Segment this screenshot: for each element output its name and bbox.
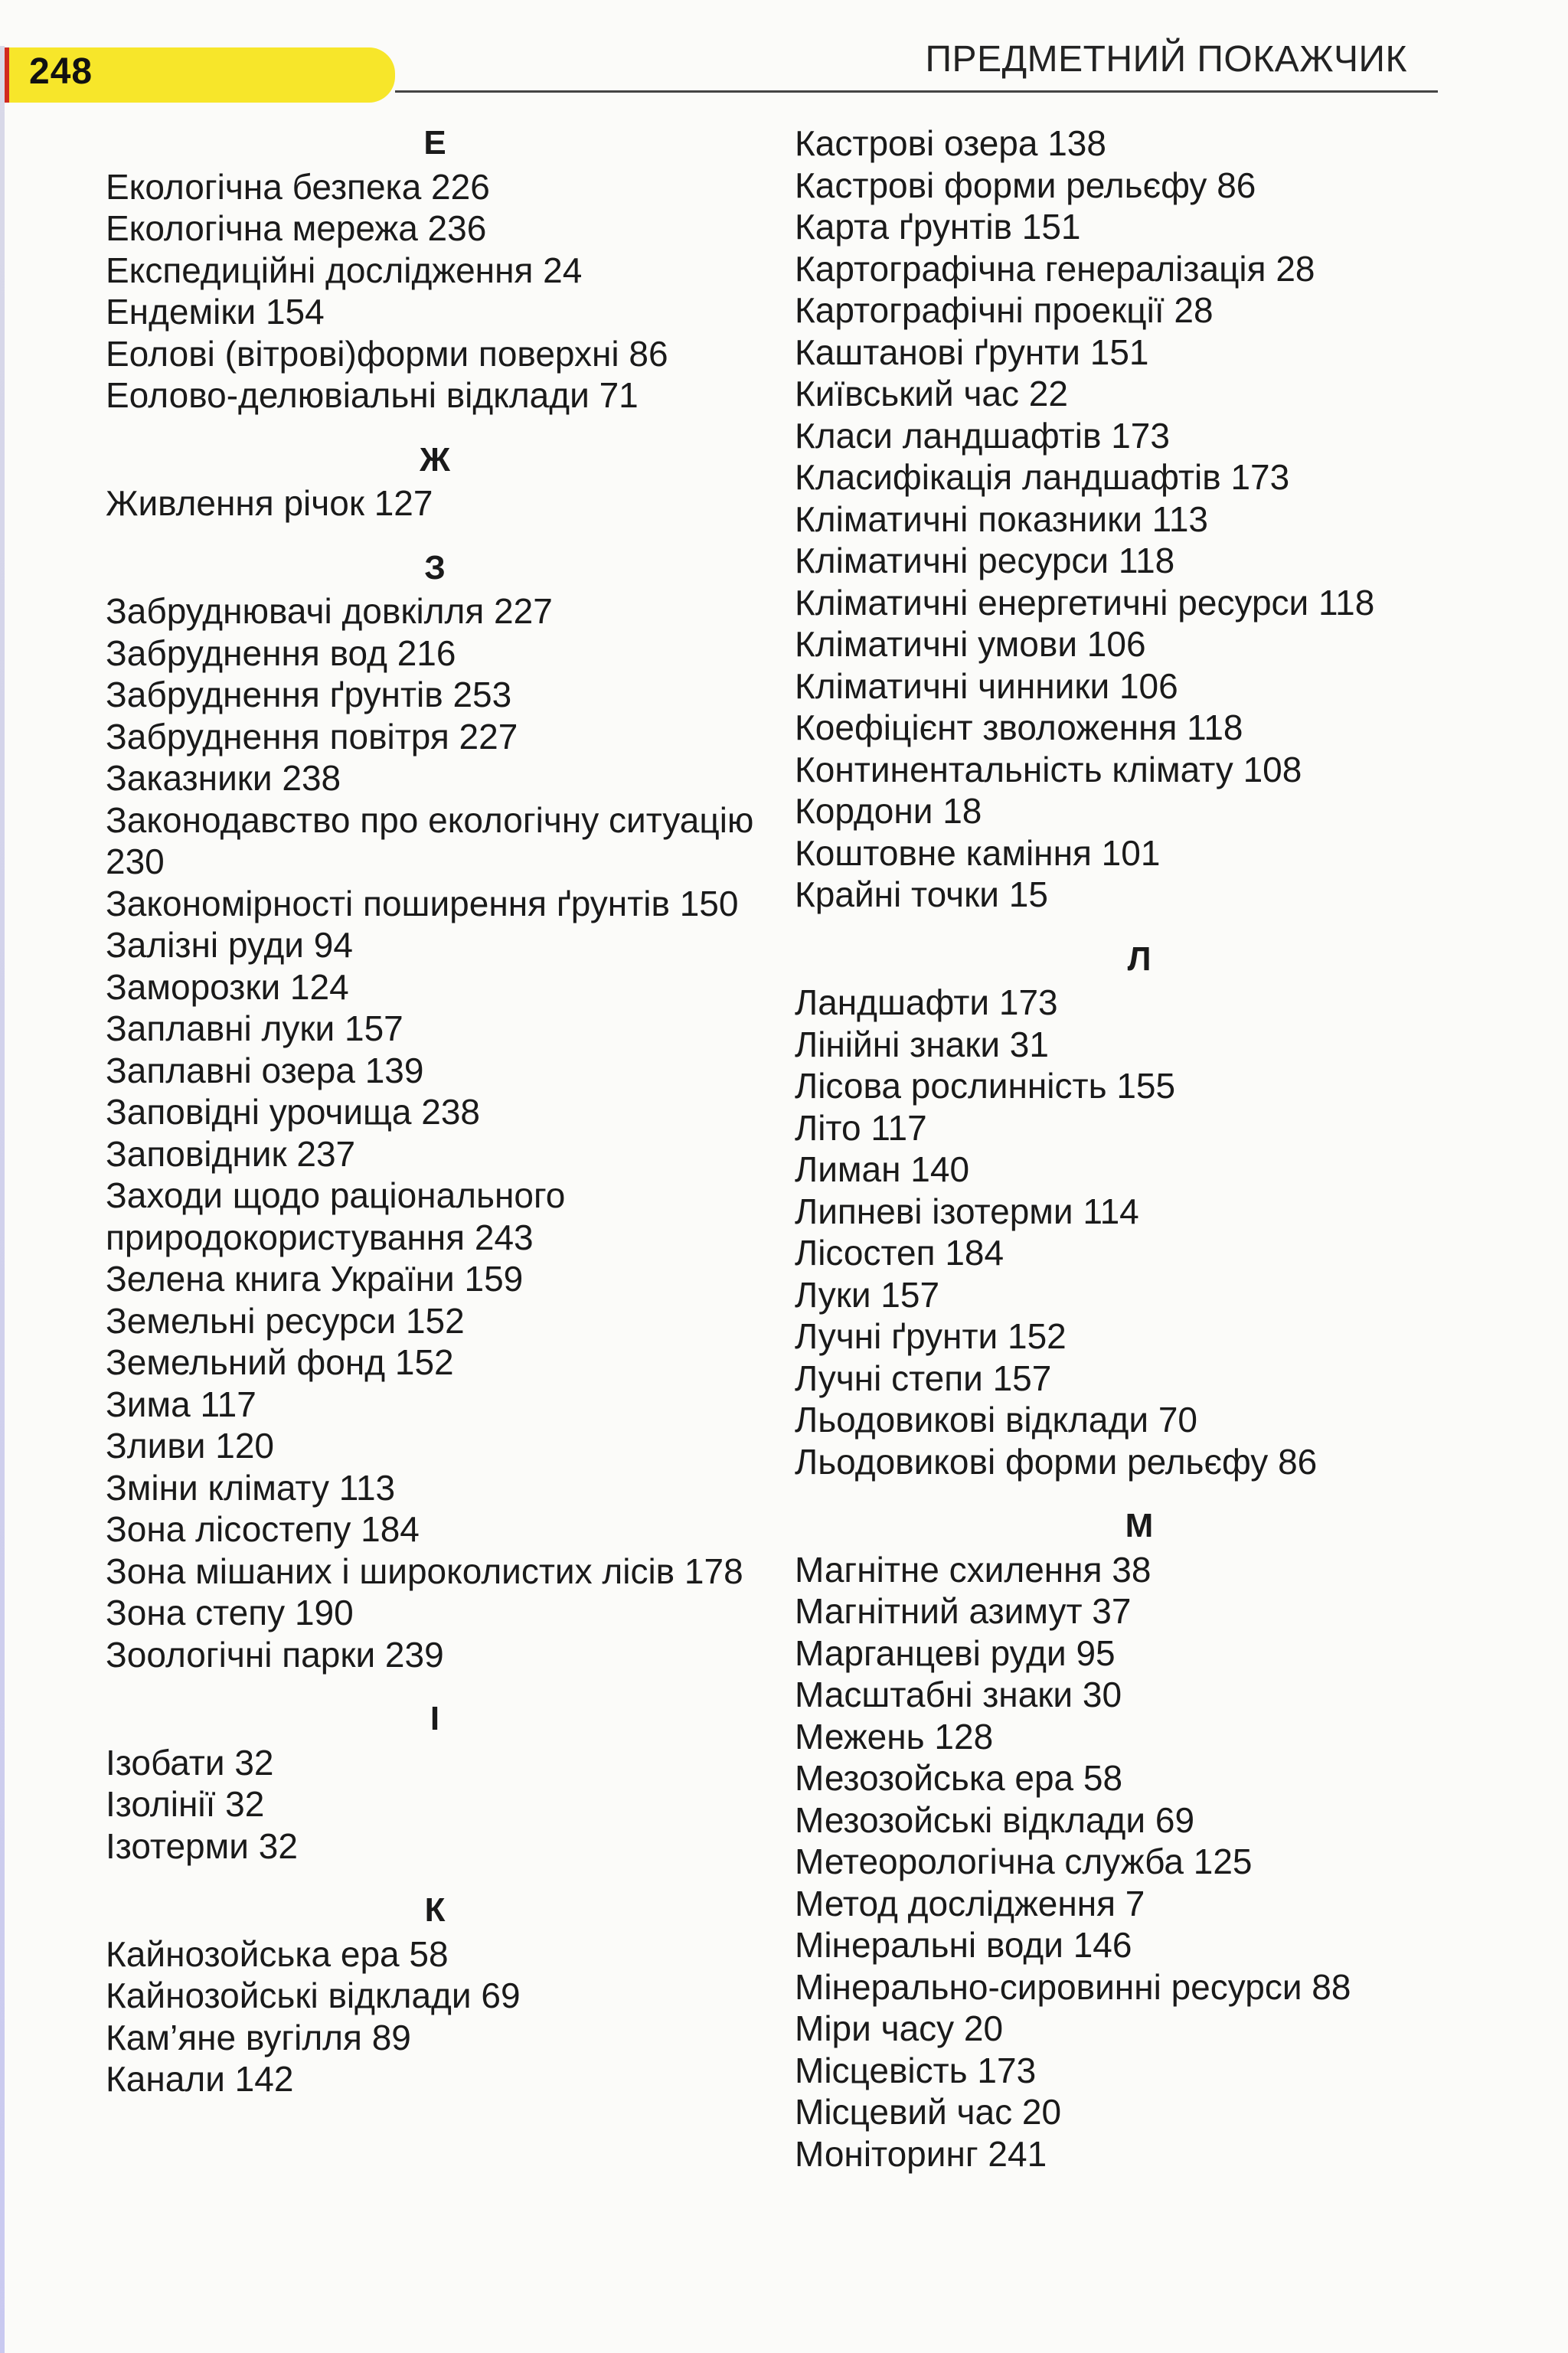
index-entry: Заказники 238	[106, 758, 341, 798]
index-entry: Заморозки 124	[106, 966, 349, 1007]
index-entry: Заходи щодо раціонального природокористування 243	[106, 1175, 566, 1257]
section-letter: Л	[1127, 940, 1152, 978]
index-entry: Коштовне каміння 101	[795, 832, 1161, 873]
index-entry: Ізотерми 32	[106, 1825, 298, 1866]
section-letter: К	[424, 1891, 446, 1929]
index-entry: Міри часу 20	[795, 2008, 1004, 2048]
section-letter: Ж	[420, 440, 450, 479]
index-entry: Магнітний азимут 37	[795, 1591, 1132, 1631]
index-entry: Експедиційні дослідження 24	[106, 250, 583, 290]
index-entry: Закономірності поширення ґрунтів 150	[106, 883, 739, 923]
page-header-title: ПРЕДМЕТНИЙ ПОКАЖЧИК	[925, 39, 1407, 80]
header-divider	[395, 90, 1438, 93]
index-entry: Земельний фонд 152	[106, 1342, 454, 1382]
index-entry: Кліматичні ресурси 118	[795, 541, 1175, 580]
index-entry: Зоологічні парки 239	[106, 1634, 444, 1675]
index-entry: Крайні точки 15	[795, 874, 1048, 914]
index-entry: Марганцеві руди 95	[795, 1632, 1116, 1673]
index-entry: Лісова рослинність 155	[795, 1066, 1176, 1106]
index-entry: Картографічні проекції 28	[795, 290, 1214, 330]
index-entry: Кліматичні умови 106	[795, 624, 1146, 664]
index-entry: Лучні степи 157	[795, 1358, 1052, 1398]
index-entry: Заплавні луки 157	[106, 1008, 403, 1048]
index-entry: Кайнозойські відклади 69	[106, 1976, 521, 2015]
index-entry: Ізолінії 32	[106, 1784, 265, 1824]
index-entry: Ендеміки 154	[106, 292, 325, 332]
index-entry: Земельні ресурси 152	[106, 1300, 465, 1341]
index-entry: Кліматичні чинники 106	[795, 665, 1178, 706]
index-entry: Місцевий час 20	[795, 2092, 1062, 2132]
index-entry: Законодавство про екологічну ситуацію 230	[106, 799, 754, 881]
index-entry: Заплавні озера 139	[106, 1050, 424, 1090]
index-column-right	[795, 123, 1484, 2175]
section-letter: Е	[423, 124, 446, 162]
index-entry: Зелена книга України 159	[106, 1259, 524, 1299]
index-entry: Липневі ізотерми 114	[795, 1191, 1139, 1231]
index-entry: Забруднювачі довкілля 227	[106, 591, 553, 631]
index-entry: Межень 128	[795, 1716, 994, 1757]
index-entry: Луки 157	[795, 1274, 940, 1315]
index-entry: Живлення річок 127	[106, 483, 433, 523]
index-entry: Кордони 18	[795, 791, 982, 831]
page-edge-rule	[0, 46, 5, 2353]
index-entry: Екологічна мережа 236	[106, 208, 487, 248]
index-entry: Масштабні знаки 30	[795, 1675, 1122, 1714]
page-number: 248	[29, 51, 93, 92]
index-entry: Канали 142	[106, 2059, 294, 2099]
index-entry: Зима 117	[106, 1384, 256, 1424]
index-entry: Забруднення вод 216	[106, 632, 456, 673]
index-entry: Зона степу 190	[106, 1593, 354, 1632]
index-entry: Літо 117	[795, 1107, 927, 1148]
index-entry: Лінійні знаки 31	[795, 1024, 1049, 1064]
index-entry: Лиман 140	[795, 1149, 970, 1189]
index-entry: Лісостеп 184	[795, 1233, 1004, 1273]
index-entry: Заповідні урочища 238	[106, 1092, 481, 1132]
index-entry: Місцевість 173	[795, 2050, 1037, 2090]
index-entry: Ізобати 32	[106, 1742, 274, 1783]
index-entry: Метеорологічна служба 125	[795, 1842, 1253, 1881]
index-entry: Моніторинг 241	[795, 2133, 1047, 2174]
index-entry: Кам’яне вугілля 89	[106, 2017, 411, 2057]
index-entry: Мезозойські відклади 69	[795, 1799, 1195, 1840]
index-column-left	[106, 123, 764, 2100]
index-entry: Картографічна генералізація 28	[795, 248, 1315, 289]
index-entry: Лучні ґрунти 152	[795, 1316, 1067, 1356]
index-entry: Кліматичні енергетичні ресурси 118	[795, 582, 1375, 623]
index-entry: Мінерально-сировинні ресурси 88	[795, 1966, 1351, 2007]
index-entry: Льодовикові відклади 70	[795, 1400, 1197, 1440]
index-entry: Забруднення повітря 227	[106, 716, 518, 757]
section-letter: І	[430, 1700, 440, 1737]
index-entry: Забруднення ґрунтів 253	[106, 675, 512, 714]
index-entry: Льодовикові форми рельєфу 86	[795, 1441, 1318, 1482]
index-entry: Кайнозойська ера 58	[106, 1933, 449, 1974]
index-entry: Мінеральні води 146	[795, 1925, 1132, 1965]
index-entry: Кастрові форми рельєфу 86	[795, 165, 1256, 205]
index-entry: Зливи 120	[106, 1426, 274, 1466]
index-entry: Київський час 22	[795, 374, 1068, 413]
index-entry: Карта ґрунтів 151	[795, 207, 1081, 247]
index-entry: Каштанові ґрунти 151	[795, 332, 1149, 372]
index-entry: Кастрові озера 138	[795, 123, 1106, 163]
section-letter: М	[1125, 1507, 1154, 1544]
index-entry: Екологічна безпека 226	[106, 166, 490, 207]
index-entry: Магнітне схилення 38	[795, 1549, 1152, 1590]
index-entry: Зміни клімату 113	[106, 1467, 396, 1508]
index-entry: Кліматичні показники 113	[795, 498, 1209, 539]
index-entry: Залізні руди 94	[106, 925, 353, 965]
index-entry: Класифікація ландшафтів 173	[795, 457, 1290, 497]
index-entry: Континентальність клімату 108	[795, 749, 1302, 789]
index-entry: Зона мішаних і широколистих лісів 178	[106, 1551, 743, 1591]
index-entry: Мезозойська ера 58	[795, 1758, 1123, 1798]
index-entry: Класи ландшафтів 173	[795, 415, 1170, 456]
index-entry: Заповідник 237	[106, 1133, 356, 1174]
index-entry: Коефіцієнт зволоження 118	[795, 708, 1243, 747]
index-entry: Еолово-делювіальні відклади 71	[106, 375, 639, 415]
index-entry: Зона лісостепу 184	[106, 1509, 420, 1549]
index-entry: Ландшафти 173	[795, 982, 1058, 1022]
index-entry: Метод дослідження 7	[795, 1883, 1145, 1923]
index-entry: Еолові (вітрові)форми поверхні 86	[106, 333, 668, 374]
section-letter: З	[424, 548, 446, 587]
